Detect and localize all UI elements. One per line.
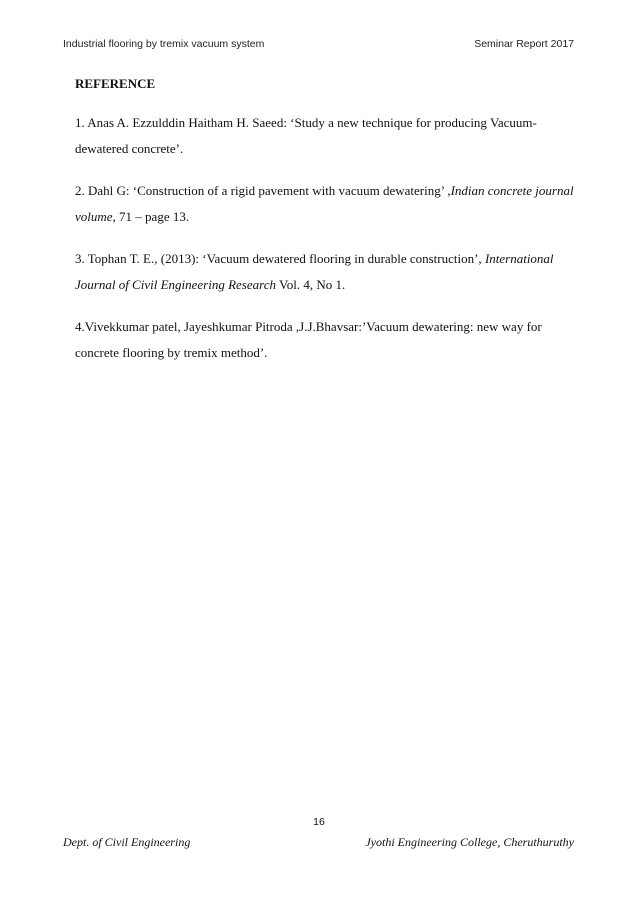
page-footer	[63, 835, 574, 853]
reference-item-4	[75, 314, 575, 366]
page-header	[63, 38, 574, 54]
reference-text: 1. Anas A. Ezzulddin Haitham H. Saeed: ‘Study a new technique for producing Vacuum-dewatered concrete’.	[75, 115, 537, 156]
reference-text: 4.Vivekkumar patel, Jayeshkumar Pitroda ,J.J.Bhavsar:’Vacuum dewatering: new way for concrete flooring by tremix method’.	[75, 319, 542, 360]
footer-college: Jyothi Engineering College, Cheruthuruthy	[365, 835, 574, 849]
reference-item-2	[75, 178, 575, 230]
reference-text: 2. Dahl G: ‘Construction of a rigid pavement with vacuum dewatering’ ,	[75, 183, 451, 198]
header-report-label: Seminar Report 2017	[474, 38, 574, 50]
reference-text: 3. Tophan T. E., (2013): ‘Vacuum dewatered flooring in durable construction’,	[75, 251, 485, 266]
reference-source-italic: International Journal of Civil Engineering Research	[75, 251, 554, 292]
footer-department: Dept. of Civil Engineering	[63, 835, 191, 849]
section-heading: REFERENCE	[75, 76, 156, 91]
reference-text-tail: 71 – page 13.	[115, 209, 190, 224]
reference-text-tail: Vol. 4, No 1.	[275, 277, 346, 292]
reference-item-3	[75, 246, 575, 298]
references-section	[75, 74, 575, 382]
page-number: 16	[313, 816, 325, 828]
header-title: Industrial flooring by tremix vacuum system	[63, 38, 265, 50]
reference-source-italic: Indian concrete journal volume,	[75, 183, 574, 224]
reference-item-1	[75, 110, 575, 162]
